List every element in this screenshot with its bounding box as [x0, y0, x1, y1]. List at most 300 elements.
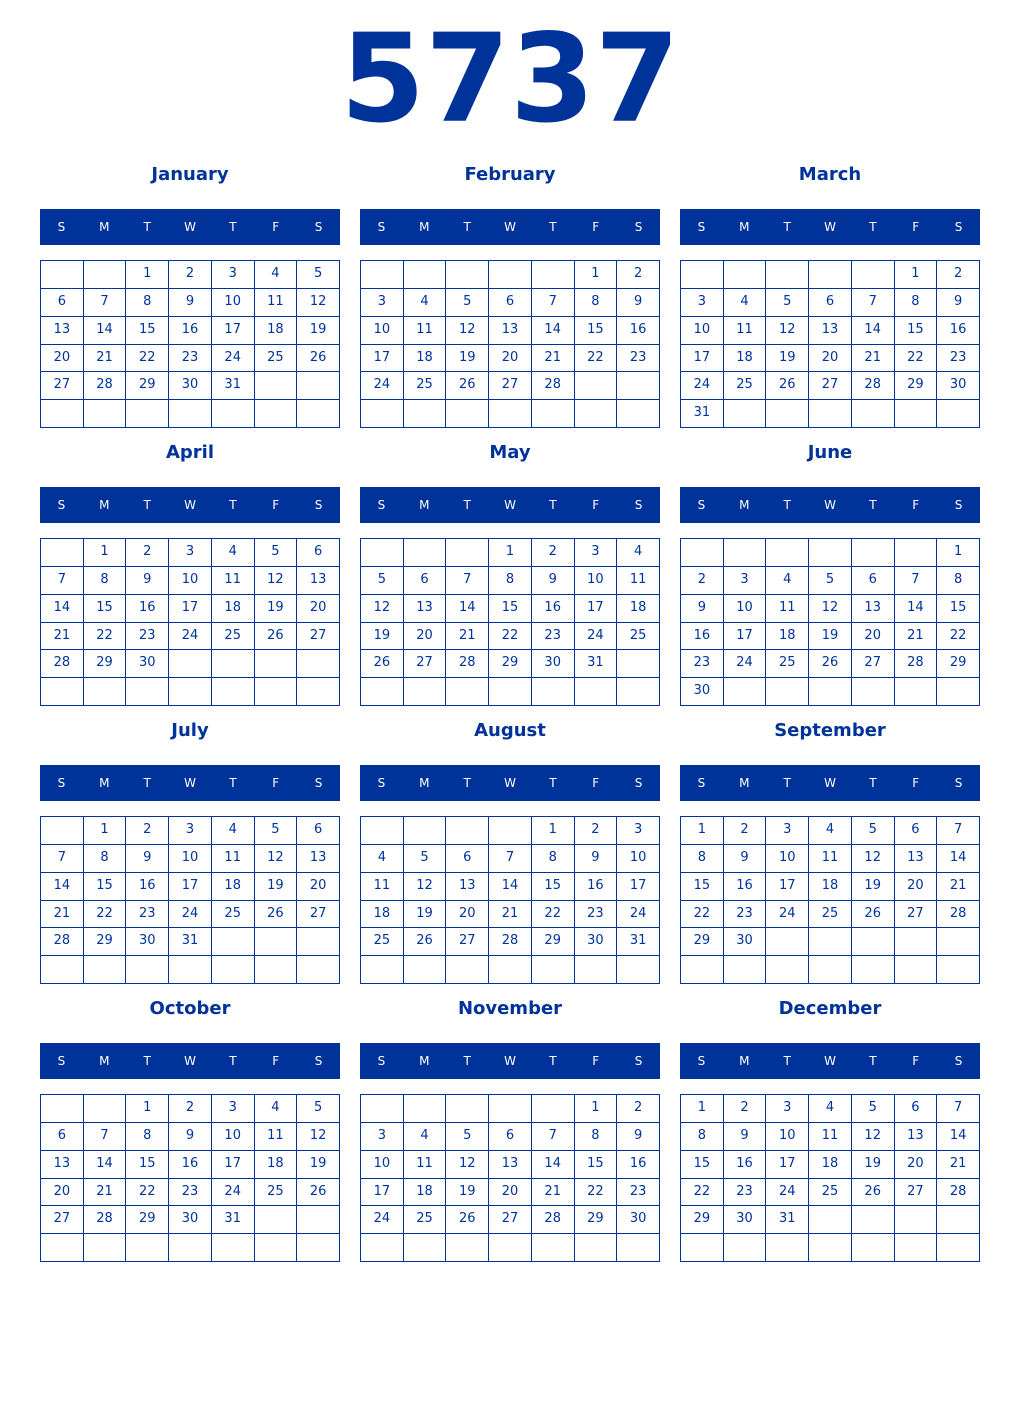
day-cell: 16 — [617, 317, 660, 345]
weekday-label: T — [783, 498, 791, 512]
day-cell — [446, 1234, 489, 1262]
day-cell: 17 — [361, 345, 404, 373]
day-cell: 19 — [809, 623, 852, 651]
day-cell: 17 — [681, 345, 724, 373]
day-cell: 4 — [404, 1123, 447, 1151]
day-cell — [361, 678, 404, 706]
day-cell: 6 — [895, 1095, 938, 1123]
day-cell: 1 — [575, 1095, 618, 1123]
day-cell: 24 — [681, 372, 724, 400]
day-cell: 16 — [681, 623, 724, 651]
day-cell: 26 — [809, 650, 852, 678]
day-cell — [766, 956, 809, 984]
day-cell: 26 — [852, 1179, 895, 1207]
weekday-label: M — [739, 776, 750, 790]
day-cell: 4 — [255, 261, 298, 289]
day-cell: 18 — [809, 1151, 852, 1179]
day-cell — [681, 261, 724, 289]
day-cell: 12 — [255, 845, 298, 873]
day-cell — [41, 956, 84, 984]
day-cell: 16 — [617, 1151, 660, 1179]
day-cell: 6 — [489, 1123, 532, 1151]
day-cell: 10 — [361, 317, 404, 345]
day-cell — [766, 400, 809, 428]
day-cell — [937, 678, 980, 706]
weekday-label: W — [824, 220, 836, 234]
weekday-header — [680, 765, 980, 801]
weekday-label: T — [549, 498, 557, 512]
day-cell — [809, 678, 852, 706]
day-cell: 20 — [41, 345, 84, 373]
day-cell: 9 — [724, 845, 767, 873]
day-cell: 6 — [41, 289, 84, 317]
day-cell: 10 — [617, 845, 660, 873]
day-cell — [255, 1234, 298, 1262]
day-cell: 8 — [532, 845, 575, 873]
day-cell — [575, 956, 618, 984]
day-cell — [852, 539, 895, 567]
day-cell: 1 — [84, 539, 127, 567]
day-cell: 22 — [532, 901, 575, 929]
day-cell: 29 — [489, 650, 532, 678]
day-cell: 20 — [446, 901, 489, 929]
day-cell: 18 — [361, 901, 404, 929]
day-cell: 6 — [446, 845, 489, 873]
weekday-label: W — [504, 776, 516, 790]
day-cell: 4 — [212, 539, 255, 567]
day-cell: 15 — [895, 317, 938, 345]
day-cell: 10 — [766, 1123, 809, 1151]
weekday-label: S — [954, 498, 963, 512]
weekday-label: T — [549, 220, 557, 234]
day-cell: 28 — [937, 901, 980, 929]
day-cell: 22 — [575, 1179, 618, 1207]
day-cell: 28 — [489, 928, 532, 956]
day-cell: 14 — [41, 595, 84, 623]
weekday-label: T — [463, 1054, 471, 1068]
day-cell — [937, 928, 980, 956]
day-cell: 9 — [617, 1123, 660, 1151]
day-cell: 1 — [489, 539, 532, 567]
day-cell — [255, 678, 298, 706]
day-cell — [297, 650, 340, 678]
day-cell: 7 — [446, 567, 489, 595]
day-cell — [255, 956, 298, 984]
day-cell: 28 — [937, 1179, 980, 1207]
weekday-header — [40, 209, 340, 245]
day-cell — [766, 261, 809, 289]
days-grid — [360, 1094, 660, 1262]
day-cell: 8 — [575, 289, 618, 317]
day-cell — [532, 956, 575, 984]
day-cell — [532, 261, 575, 289]
weekday-label: T — [229, 776, 237, 790]
day-cell: 27 — [41, 372, 84, 400]
weekday-header — [680, 487, 980, 523]
day-cell — [575, 1234, 618, 1262]
day-cell — [212, 1234, 255, 1262]
day-cell: 10 — [681, 317, 724, 345]
day-cell — [809, 261, 852, 289]
day-cell: 2 — [724, 817, 767, 845]
day-cell: 2 — [617, 1095, 660, 1123]
day-cell: 4 — [809, 817, 852, 845]
day-cell: 21 — [937, 873, 980, 901]
day-cell — [895, 956, 938, 984]
day-cell: 11 — [809, 845, 852, 873]
day-cell — [489, 956, 532, 984]
day-cell: 29 — [575, 1206, 618, 1234]
day-cell: 7 — [937, 1095, 980, 1123]
day-cell: 16 — [724, 1151, 767, 1179]
day-cell: 31 — [212, 1206, 255, 1234]
month-name: January — [151, 164, 229, 185]
weekday-label: F — [592, 1054, 600, 1068]
day-cell — [895, 539, 938, 567]
month-name: November — [457, 998, 563, 1019]
day-cell — [809, 1206, 852, 1234]
day-cell — [937, 956, 980, 984]
weekday-header — [680, 1043, 980, 1079]
month-name: February — [464, 164, 556, 185]
weekday-label: F — [912, 1054, 920, 1068]
day-cell — [852, 1234, 895, 1262]
day-cell: 31 — [766, 1206, 809, 1234]
day-cell: 30 — [169, 372, 212, 400]
day-cell: 31 — [575, 650, 618, 678]
day-cell — [255, 372, 298, 400]
day-cell: 17 — [724, 623, 767, 651]
weekday-label: F — [272, 220, 280, 234]
month-name: May — [489, 442, 531, 463]
day-cell: 14 — [84, 1151, 127, 1179]
day-cell: 25 — [212, 623, 255, 651]
day-cell — [446, 678, 489, 706]
day-cell — [489, 261, 532, 289]
day-cell: 8 — [489, 567, 532, 595]
day-cell: 20 — [489, 1179, 532, 1207]
day-cell: 25 — [766, 650, 809, 678]
weekday-label: S — [377, 776, 386, 790]
day-cell: 24 — [361, 372, 404, 400]
days-grid — [40, 260, 340, 428]
day-cell: 17 — [575, 595, 618, 623]
day-cell: 17 — [766, 873, 809, 901]
day-cell — [446, 261, 489, 289]
day-cell: 27 — [489, 1206, 532, 1234]
day-cell: 17 — [361, 1179, 404, 1207]
weekday-label: S — [314, 220, 323, 234]
day-cell — [84, 400, 127, 428]
weekday-label: S — [57, 1054, 66, 1068]
day-cell — [212, 650, 255, 678]
day-cell — [212, 400, 255, 428]
day-cell — [617, 650, 660, 678]
weekday-label: F — [592, 220, 600, 234]
day-cell: 2 — [126, 817, 169, 845]
day-cell: 19 — [766, 345, 809, 373]
day-cell — [126, 1234, 169, 1262]
day-cell: 24 — [169, 623, 212, 651]
weekday-label: M — [99, 1054, 110, 1068]
day-cell: 4 — [404, 289, 447, 317]
day-cell — [937, 1206, 980, 1234]
day-cell: 12 — [404, 873, 447, 901]
day-cell: 6 — [489, 289, 532, 317]
day-cell — [809, 928, 852, 956]
weekday-label: T — [143, 498, 151, 512]
day-cell: 4 — [255, 1095, 298, 1123]
day-cell: 19 — [852, 873, 895, 901]
day-cell: 19 — [297, 317, 340, 345]
weekday-header — [680, 209, 980, 245]
day-cell — [489, 678, 532, 706]
day-cell: 12 — [297, 289, 340, 317]
month-name: October — [149, 998, 231, 1019]
day-cell: 5 — [297, 1095, 340, 1123]
day-cell — [895, 1234, 938, 1262]
day-cell — [724, 1234, 767, 1262]
weekday-label: S — [377, 220, 386, 234]
day-cell: 6 — [297, 817, 340, 845]
day-cell — [297, 956, 340, 984]
weekday-header — [40, 1043, 340, 1079]
day-cell — [766, 678, 809, 706]
day-cell: 21 — [937, 1151, 980, 1179]
day-cell: 14 — [895, 595, 938, 623]
day-cell: 18 — [404, 345, 447, 373]
day-cell — [937, 1234, 980, 1262]
day-cell — [575, 678, 618, 706]
day-cell: 30 — [937, 372, 980, 400]
day-cell — [766, 539, 809, 567]
day-cell: 13 — [297, 845, 340, 873]
day-cell — [169, 1234, 212, 1262]
day-cell: 18 — [212, 595, 255, 623]
day-cell: 9 — [937, 289, 980, 317]
day-cell: 11 — [361, 873, 404, 901]
day-cell — [361, 956, 404, 984]
day-cell: 28 — [41, 650, 84, 678]
day-cell: 2 — [724, 1095, 767, 1123]
month-name: June — [807, 442, 853, 463]
day-cell: 7 — [937, 817, 980, 845]
day-cell: 19 — [852, 1151, 895, 1179]
day-cell: 9 — [724, 1123, 767, 1151]
day-cell — [766, 928, 809, 956]
day-cell: 18 — [724, 345, 767, 373]
weekday-label: T — [463, 220, 471, 234]
day-cell: 25 — [404, 1206, 447, 1234]
weekday-label: T — [869, 498, 877, 512]
day-cell: 7 — [532, 289, 575, 317]
day-cell: 2 — [575, 817, 618, 845]
day-cell: 24 — [617, 901, 660, 929]
day-cell: 30 — [532, 650, 575, 678]
day-cell: 11 — [404, 317, 447, 345]
day-cell: 23 — [126, 623, 169, 651]
weekday-label: S — [634, 1054, 643, 1068]
day-cell: 12 — [297, 1123, 340, 1151]
day-cell — [895, 400, 938, 428]
day-cell: 3 — [681, 289, 724, 317]
day-cell: 17 — [617, 873, 660, 901]
days-grid — [40, 1094, 340, 1262]
day-cell: 14 — [937, 845, 980, 873]
weekday-label: M — [419, 1054, 430, 1068]
day-cell: 29 — [126, 372, 169, 400]
weekday-label: M — [419, 498, 430, 512]
day-cell: 4 — [809, 1095, 852, 1123]
day-cell — [681, 1234, 724, 1262]
day-cell: 31 — [617, 928, 660, 956]
day-cell — [446, 539, 489, 567]
day-cell: 20 — [895, 873, 938, 901]
day-cell: 26 — [852, 901, 895, 929]
weekday-label: F — [912, 220, 920, 234]
day-cell: 14 — [532, 1151, 575, 1179]
day-cell — [446, 1095, 489, 1123]
day-cell: 5 — [361, 567, 404, 595]
weekday-label: M — [419, 220, 430, 234]
day-cell: 25 — [809, 901, 852, 929]
weekday-label: T — [463, 776, 471, 790]
weekday-header — [360, 1043, 660, 1079]
day-cell — [852, 1206, 895, 1234]
day-cell: 22 — [489, 623, 532, 651]
day-cell: 23 — [617, 345, 660, 373]
day-cell — [212, 928, 255, 956]
day-cell: 4 — [766, 567, 809, 595]
day-cell — [169, 678, 212, 706]
day-cell — [361, 817, 404, 845]
day-cell — [297, 372, 340, 400]
day-cell — [84, 956, 127, 984]
day-cell: 28 — [532, 372, 575, 400]
month-name: March — [798, 164, 862, 185]
day-cell — [361, 400, 404, 428]
day-cell: 16 — [937, 317, 980, 345]
day-cell: 6 — [297, 539, 340, 567]
day-cell: 15 — [532, 873, 575, 901]
weekday-label: S — [954, 776, 963, 790]
day-cell: 22 — [681, 901, 724, 929]
weekday-label: T — [229, 1054, 237, 1068]
weekday-label: F — [912, 776, 920, 790]
day-cell: 19 — [446, 345, 489, 373]
day-cell: 24 — [724, 650, 767, 678]
day-cell: 6 — [809, 289, 852, 317]
weekday-label: T — [783, 776, 791, 790]
weekday-label: T — [143, 776, 151, 790]
day-cell: 21 — [895, 623, 938, 651]
day-cell: 14 — [41, 873, 84, 901]
day-cell: 13 — [489, 317, 532, 345]
day-cell: 27 — [404, 650, 447, 678]
weekday-label: T — [143, 220, 151, 234]
day-cell — [724, 261, 767, 289]
day-cell: 28 — [852, 372, 895, 400]
weekday-label: S — [377, 498, 386, 512]
day-cell: 26 — [361, 650, 404, 678]
day-cell — [532, 400, 575, 428]
day-cell: 30 — [575, 928, 618, 956]
day-cell: 9 — [126, 845, 169, 873]
day-cell: 17 — [766, 1151, 809, 1179]
day-cell: 28 — [532, 1206, 575, 1234]
day-cell: 3 — [361, 1123, 404, 1151]
day-cell: 13 — [895, 1123, 938, 1151]
day-cell — [404, 1234, 447, 1262]
day-cell: 16 — [126, 873, 169, 901]
day-cell: 23 — [169, 345, 212, 373]
day-cell: 25 — [724, 372, 767, 400]
day-cell: 22 — [126, 345, 169, 373]
day-cell — [255, 1206, 298, 1234]
day-cell: 12 — [446, 317, 489, 345]
day-cell: 16 — [532, 595, 575, 623]
day-cell — [617, 372, 660, 400]
day-cell: 20 — [489, 345, 532, 373]
day-cell: 8 — [84, 567, 127, 595]
day-cell: 21 — [41, 623, 84, 651]
day-cell: 21 — [84, 1179, 127, 1207]
day-cell: 25 — [617, 623, 660, 651]
day-cell: 29 — [895, 372, 938, 400]
day-cell: 16 — [169, 317, 212, 345]
day-cell — [895, 928, 938, 956]
day-cell — [532, 1234, 575, 1262]
day-cell — [404, 539, 447, 567]
weekday-label: T — [869, 1054, 877, 1068]
day-cell: 4 — [724, 289, 767, 317]
day-cell: 2 — [532, 539, 575, 567]
day-cell: 18 — [212, 873, 255, 901]
day-cell: 28 — [895, 650, 938, 678]
weekday-label: S — [57, 498, 66, 512]
day-cell: 13 — [404, 595, 447, 623]
days-grid — [680, 538, 980, 706]
days-grid — [360, 816, 660, 984]
month-name: July — [171, 720, 209, 741]
day-cell: 20 — [895, 1151, 938, 1179]
weekday-label: T — [783, 220, 791, 234]
day-cell — [617, 400, 660, 428]
day-cell: 29 — [681, 1206, 724, 1234]
day-cell: 22 — [84, 901, 127, 929]
day-cell: 29 — [126, 1206, 169, 1234]
day-cell — [404, 956, 447, 984]
day-cell: 10 — [724, 595, 767, 623]
day-cell: 17 — [169, 595, 212, 623]
day-cell: 23 — [532, 623, 575, 651]
day-cell — [361, 261, 404, 289]
day-cell: 29 — [681, 928, 724, 956]
weekday-header — [360, 765, 660, 801]
day-cell: 9 — [617, 289, 660, 317]
day-cell: 22 — [126, 1179, 169, 1207]
weekday-label: M — [739, 220, 750, 234]
weekday-label: W — [184, 776, 196, 790]
day-cell — [297, 678, 340, 706]
day-cell: 5 — [852, 817, 895, 845]
day-cell: 14 — [84, 317, 127, 345]
day-cell: 7 — [895, 567, 938, 595]
day-cell — [617, 678, 660, 706]
day-cell: 5 — [852, 1095, 895, 1123]
day-cell: 12 — [809, 595, 852, 623]
day-cell — [404, 1095, 447, 1123]
